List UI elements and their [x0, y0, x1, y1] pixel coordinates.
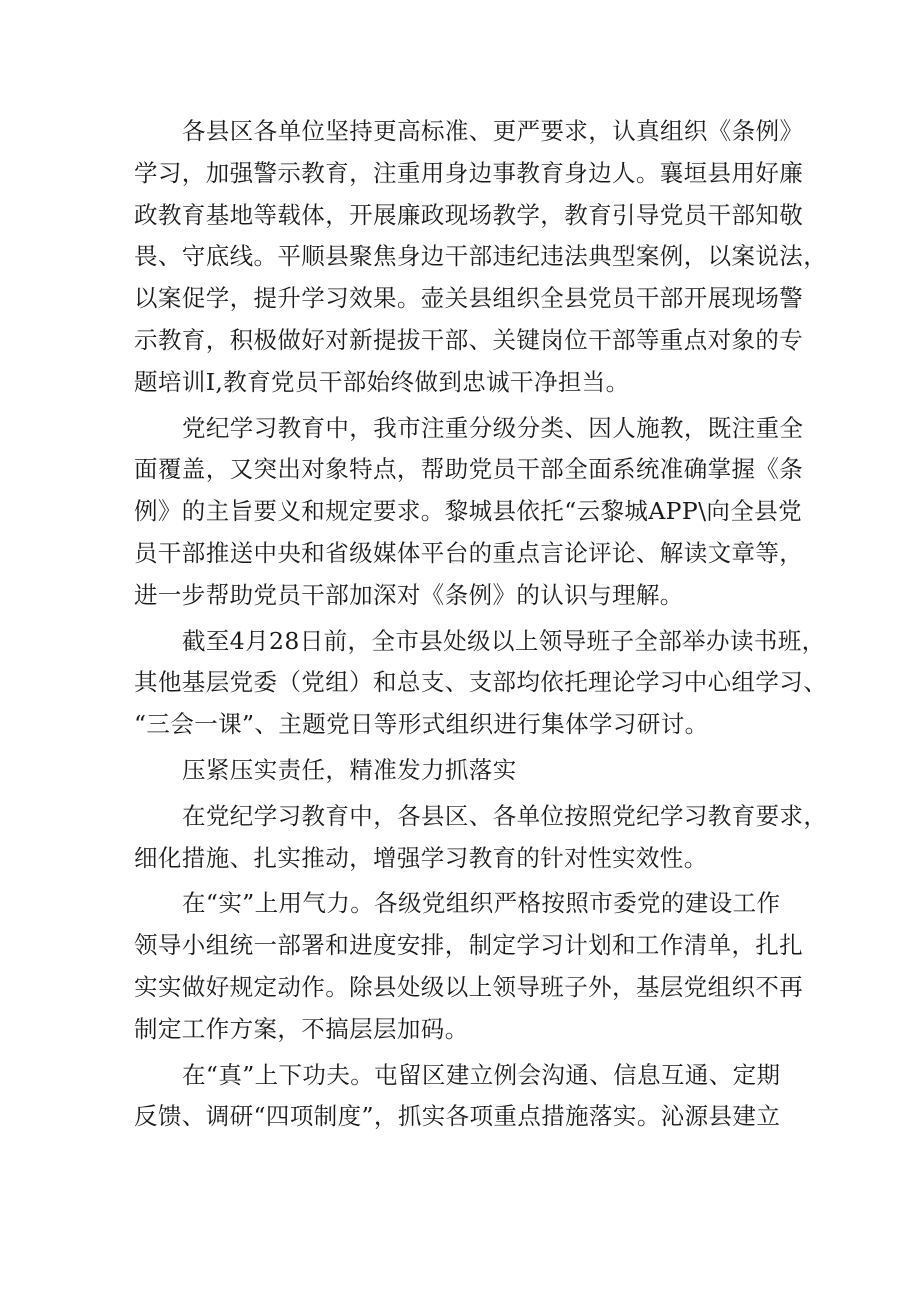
paragraph [134, 621, 828, 746]
text-line: 党纪学习教育中，我市注重分级分类、因人施教，既注重全 [182, 413, 804, 442]
text-line: 以案促学，提升学习效果。壶关县组织全县党员干部开展现场警 [134, 284, 804, 313]
text-line: 其他基层党委（党组）和总支、支部均依托理论学习中心组学习、 [134, 668, 828, 697]
text-line: 压紧压实责任，精准发力抓落实 [182, 755, 517, 784]
text-line: 题培训I,教育党员干部始终做到忠诚干净担当。 [134, 367, 630, 396]
paragraph [134, 1055, 794, 1139]
text-line: 领导小组统一部署和进度安排，制定学习计划和工作清单，扎扎 [134, 931, 804, 960]
text-line: 畏、守底线。平顺县聚焦身边干部违纪违法典型案例，以案说法， [134, 242, 828, 271]
text-line: 进一步帮助党员干部加深对《条例》的认识与理解。 [134, 580, 684, 609]
document-body [134, 111, 828, 1138]
paragraph [134, 796, 828, 880]
text-line: 学习，加强警示教育，注重用身边事教育身边人。襄垣县用好廉 [134, 158, 804, 187]
text-line: 反馈、调研“四项制度”，抓实各项重点措施落实。沁源县建立 [134, 1102, 781, 1131]
text-line: 实实做好规定动作。除县处级以上领导班子外，基层党组织不再 [134, 972, 804, 1001]
text-line: 制定工作方案，不搞层层加码。 [134, 1014, 469, 1043]
text-line: 员干部推送中央和省级媒体平台的重点言论评论、解读文章等， [134, 538, 804, 567]
paragraph [134, 111, 828, 404]
text-line: 细化措施、扎实推动，增强学习教育的针对性实效性。 [134, 843, 708, 872]
paragraph [134, 408, 804, 617]
text-line: 在“真”上下功夫。屯留区建立例会沟通、信息互通、定期 [182, 1060, 781, 1089]
text-line: 面覆盖，又突出对象特点，帮助党员干部全面系统准确掌握《条 [134, 455, 804, 484]
text-line: 在“实”上用气力。各级党组织严格按照市委党的建设工作 [182, 889, 781, 918]
text-line: 示教育，积极做好对新提拔干部、关键岗位干部等重点对象的专 [134, 325, 804, 354]
text-line: 在党纪学习教育中，各县区、各单位按照党纪学习教育要求， [182, 801, 828, 830]
section-heading [134, 750, 794, 792]
text-line: 政教育基地等载体，开展廉政现场教学，教育引导党员干部知敬 [134, 200, 804, 229]
text-line: 各县区各单位坚持更高标准、更严要求，认真组织《条例》 [182, 117, 804, 145]
text-line: 截至4月28日前，全市县处级以上领导班子全部举办读书班， [182, 626, 826, 655]
text-line: “三会一课”、主题党日等形式组织进行集体学习研讨。 [134, 710, 709, 739]
text-line: 例》的主旨要义和规定要求。黎城县依托“云黎城APP\向全县党 [134, 497, 803, 526]
paragraph [134, 883, 804, 1050]
